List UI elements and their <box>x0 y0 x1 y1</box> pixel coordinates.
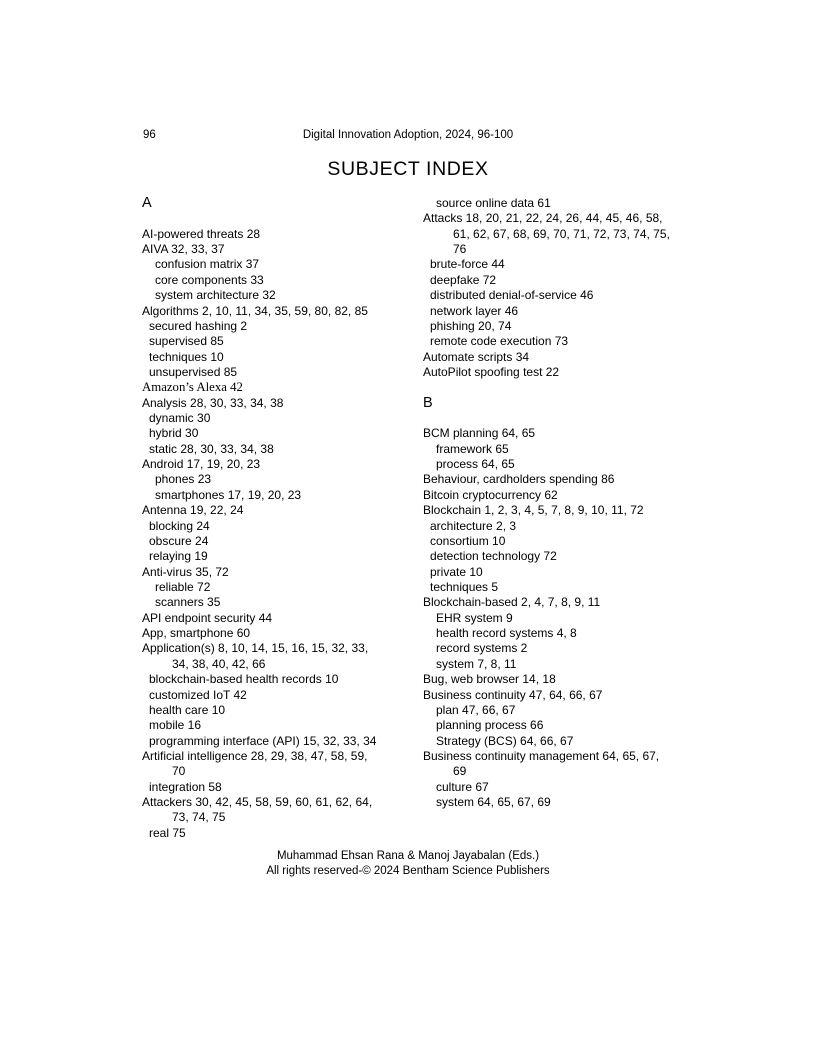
index-entry-line: system 7, 8, 11 <box>436 656 517 671</box>
spacer-line <box>423 411 698 426</box>
index-entry-line: AI-powered threats 28 <box>142 226 261 241</box>
spacer-line <box>423 380 698 395</box>
index-entry-line: Blockchain-based 2, 4, 7, 8, 9, 11 <box>423 595 601 610</box>
index-entry-line: phones 23 <box>155 472 212 487</box>
index-entry-line: distributed denial-of-service 46 <box>430 288 594 303</box>
index-entry-line: architecture 2, 3 <box>430 518 517 533</box>
index-entry-line: scanners 35 <box>155 595 221 610</box>
index-entry-line: health record systems 4, 8 <box>436 626 577 641</box>
index-entry-line: EHR system 9 <box>436 610 513 625</box>
index-entry-line: Strategy (BCS) 64, 66, 67 <box>436 733 574 748</box>
index-entry-line: health care 10 <box>149 702 226 717</box>
index-entry-line: real 75 <box>149 825 186 840</box>
page-number: 96 <box>143 129 156 141</box>
index-entry-line: process 64, 65 <box>436 457 515 472</box>
index-entry-line: Artificial intelligence 28, 29, 38, 47, 58, 59, <box>142 748 368 763</box>
index-entry-line: phishing 20, 74 <box>430 318 512 333</box>
index-entry-line: brute-force 44 <box>430 257 505 272</box>
index-entry-line: BCM planning 64, 65 <box>423 426 536 441</box>
index-entry-line: Behaviour, cardholders spending 86 <box>423 472 615 487</box>
index-entry-line: 34, 38, 40, 42, 66 <box>172 656 266 671</box>
index-entry-line: secured hashing 2 <box>149 318 248 333</box>
index-entry-line: system architecture 32 <box>155 288 276 303</box>
index-entry-line: Algorithms 2, 10, 11, 34, 35, 59, 80, 82, 85 <box>142 303 368 318</box>
index-entry-line: 76 <box>453 242 467 257</box>
index-entry-line: Attacks 18, 20, 21, 22, 24, 26, 44, 45, 46, 58, <box>423 211 663 226</box>
index-entry-line: system 64, 65, 67, 69 <box>436 795 551 810</box>
index-entry-line: Amazon’s Alexa 42 <box>142 380 243 395</box>
index-column-right <box>423 196 698 810</box>
index-entry-line: hybrid 30 <box>149 426 199 441</box>
index-entry-line: Anti-virus 35, 72 <box>142 564 229 579</box>
section-letter-heading: B <box>423 394 433 411</box>
index-entry-line: source online data 61 <box>436 196 551 210</box>
index-entry-line: supervised 85 <box>149 334 224 349</box>
index-entry-line: detection technology 72 <box>430 549 557 564</box>
index-entry-line: techniques 10 <box>149 349 224 364</box>
index-entry-line: blockchain-based health records 10 <box>149 672 339 687</box>
index-entry-line: unsupervised 85 <box>149 364 238 379</box>
index-entry-line: 73, 74, 75 <box>172 810 226 825</box>
section-letter-heading: A <box>142 195 152 211</box>
index-entry-line: 61, 62, 67, 68, 69, 70, 71, 72, 73, 74, 75, <box>453 226 670 241</box>
index-entry-line: dynamic 30 <box>149 411 211 426</box>
index-entry-line: smartphones 17, 19, 20, 23 <box>155 487 302 502</box>
footer-rights: All rights reserved-© 2024 Bentham Science Publishers <box>266 865 550 878</box>
index-entry-line: 70 <box>172 764 186 779</box>
index-entry-line: confusion matrix 37 <box>155 257 260 272</box>
index-entry-line: consortium 10 <box>430 533 506 548</box>
index-entry-line: remote code execution 73 <box>430 334 569 349</box>
index-entry-line: Blockchain 1, 2, 3, 4, 5, 7, 8, 9, 10, 11, 72 <box>423 503 644 518</box>
index-entry-line: Attackers 30, 42, 45, 58, 59, 60, 61, 62, 64, <box>142 795 373 810</box>
footer-editors: Muhammad Ehsan Rana & Manoj Jayabalan (Eds.) <box>276 850 540 862</box>
spacer-line <box>142 211 423 226</box>
index-entry-line: blocking 24 <box>149 518 210 533</box>
index-entry-line: core components 33 <box>155 272 264 287</box>
index-entry-line: relaying 19 <box>149 549 208 564</box>
index-entry-line: network layer 46 <box>430 303 519 318</box>
index-entry-line: Bug, web browser 14, 18 <box>423 672 556 687</box>
index-entry-line: programming interface (API) 15, 32, 33, 34 <box>149 733 377 748</box>
index-entry-line: Analysis 28, 30, 33, 34, 38 <box>142 395 284 410</box>
index-entry-line: planning process 66 <box>436 718 544 733</box>
page-footer <box>0 849 816 880</box>
index-entry-line: Android 17, 19, 20, 23 <box>142 457 261 472</box>
index-entry-line: Bitcoin cryptocurrency 62 <box>423 487 558 502</box>
index-entry-line: API endpoint security 44 <box>142 610 273 625</box>
index-entry-line: static 28, 30, 33, 34, 38 <box>149 441 274 456</box>
index-entry-line: customized IoT 42 <box>149 687 247 702</box>
index-entry-line: Automate scripts 34 <box>423 349 530 364</box>
index-entry-line: plan 47, 66, 67 <box>436 702 516 717</box>
index-entry-line: mobile 16 <box>149 718 202 733</box>
index-entry-line: 69 <box>453 764 467 779</box>
index-entry-line: culture 67 <box>436 779 489 794</box>
index-entry-line: record systems 2 <box>436 641 528 656</box>
index-entry-line: integration 58 <box>149 779 222 794</box>
index-entry-line: framework 65 <box>436 441 509 456</box>
page-title: SUBJECT INDEX <box>327 158 489 180</box>
index-entry-line: deepfake 72 <box>430 272 497 287</box>
index-entry-line: obscure 24 <box>149 533 209 548</box>
index-entry-line: reliable 72 <box>155 579 211 594</box>
index-entry-line: AutoPilot spoofing test 22 <box>423 364 560 379</box>
index-entry-line: techniques 5 <box>430 579 499 594</box>
index-entry-line: App, smartphone 60 <box>142 626 251 641</box>
index-column-left <box>142 196 423 841</box>
index-entry-line: AIVA 32, 33, 37 <box>142 242 225 257</box>
index-entry-line: Antenna 19, 22, 24 <box>142 503 244 518</box>
running-head: Digital Innovation Adoption, 2024, 96-100 <box>302 129 514 141</box>
index-entry-line: Application(s) 8, 10, 14, 15, 16, 15, 32, 33, <box>142 641 369 656</box>
index-entry-line: Business continuity management 64, 65, 67, <box>423 748 660 763</box>
index-entry-line: Business continuity 47, 64, 66, 67 <box>423 687 603 702</box>
index-entry-line: private 10 <box>430 564 483 579</box>
